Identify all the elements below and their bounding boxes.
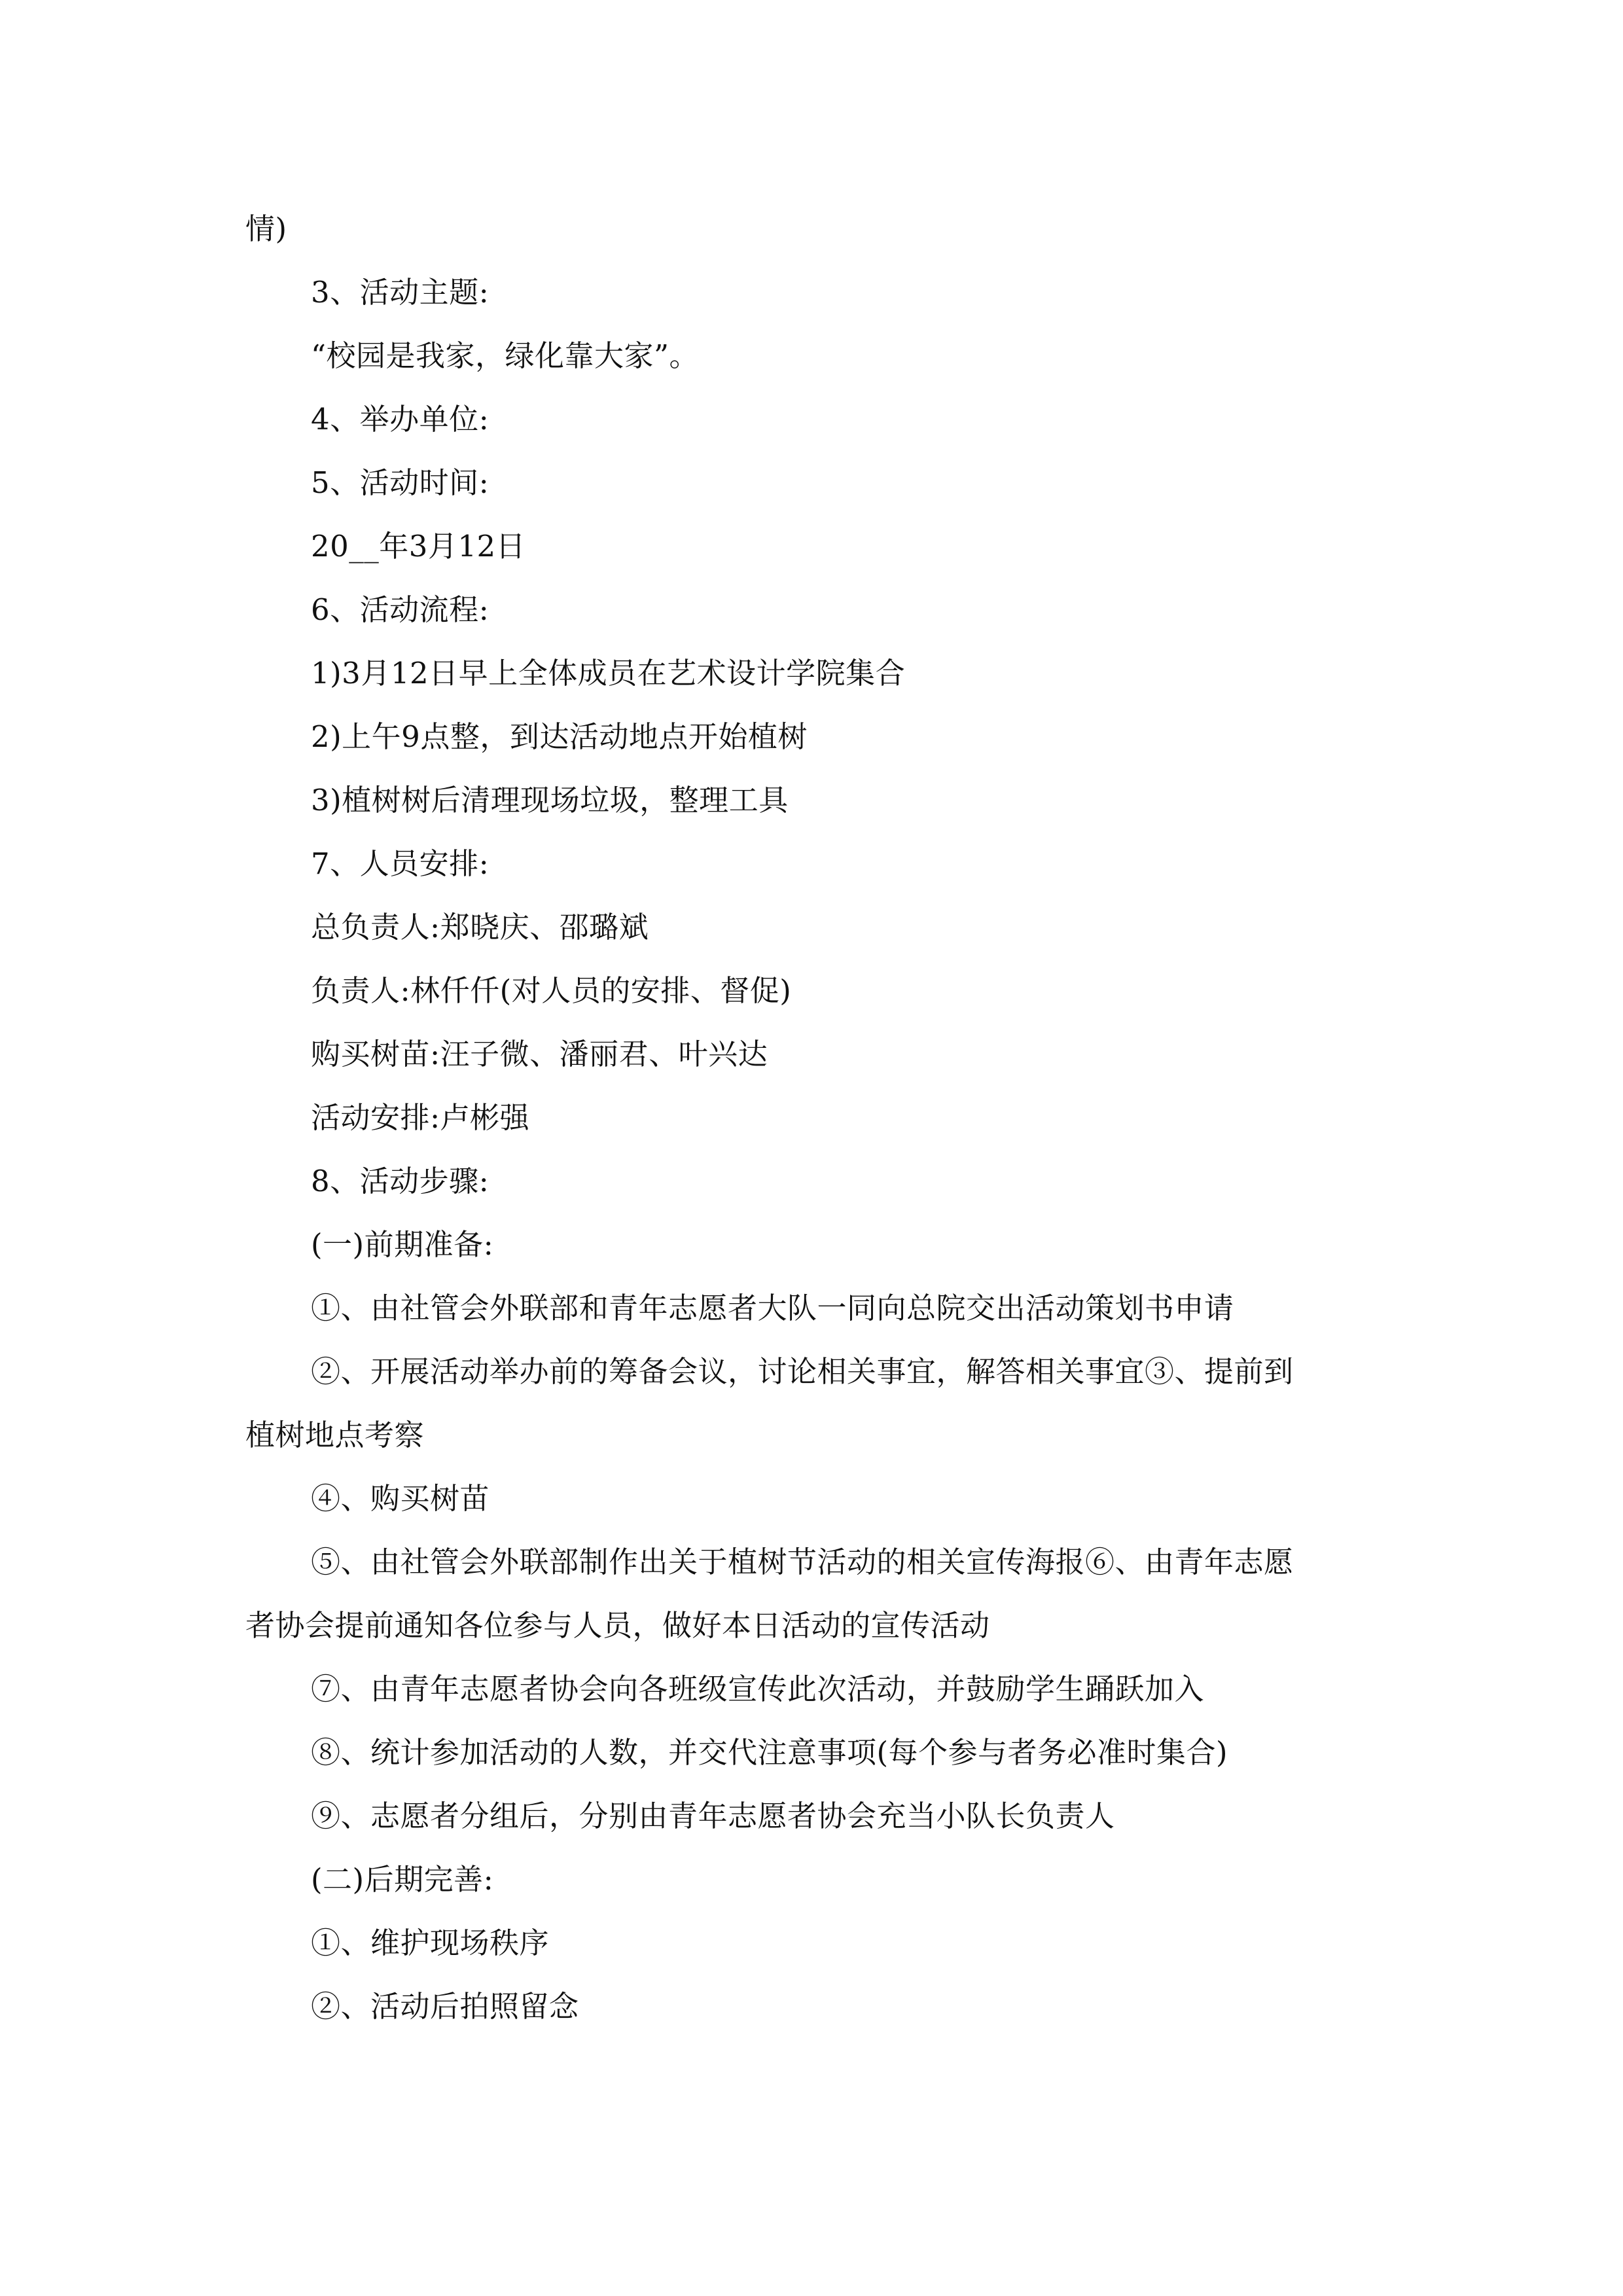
text-line: ⑨、志愿者分组后，分别由青年志愿者协会充当小队长负责人 (311, 1799, 1115, 1833)
text-line: (一)前期准备: (311, 1227, 494, 1262)
text-line: 4、举办单位: (311, 402, 490, 437)
text-line: ⑤、由社管会外联部制作出关于植树节活动的相关宣传海报⑥、由青年志愿 (311, 1545, 1294, 1579)
text-line: ②、开展活动举办前的筹备会议，讨论相关事宜，解答相关事宜③、提前到 (311, 1354, 1294, 1389)
text-line: ①、由社管会外联部和青年志愿者大队一同向总院交出活动策划书申请 (311, 1291, 1234, 1325)
text-line: 1)3月12日早上全体成员在艺术设计学院集合 (311, 656, 906, 691)
text-line: ⑦、由青年志愿者协会向各班级宣传此次活动，并鼓励学生踊跃加入 (311, 1672, 1205, 1706)
text-line: 8、活动步骤: (311, 1164, 490, 1198)
text-line: 3、活动主题: (311, 275, 490, 310)
text-line: 者协会提前通知各位参与人员，做好本日活动的宣传活动 (245, 1608, 990, 1643)
text-line: 购买树苗:汪子微、潘丽君、叶兴达 (311, 1037, 768, 1071)
text-line: ②、活动后拍照留念 (311, 1989, 579, 2024)
text-line: 2)上午9点整，到达活动地点开始植树 (311, 719, 808, 754)
text-line: 7、人员安排: (311, 846, 490, 881)
text-line: ⑧、统计参加活动的人数，并交代注意事项(每个参与者务必准时集合) (311, 1735, 1228, 1770)
text-line: 植树地点考察 (245, 1418, 425, 1452)
text-line: ①、维护现场秩序 (311, 1926, 550, 1960)
text-line: 20__年3月12日 (311, 529, 526, 564)
text-line: 3)植树树后清理现场垃圾，整理工具 (311, 783, 789, 817)
text-line: 负责人:林仟仟(对人员的安排、督促) (311, 973, 792, 1008)
text-line: 情) (245, 211, 287, 246)
text-line: 活动安排:卢彬强 (311, 1100, 530, 1135)
text-line: (二)后期完善: (311, 1862, 494, 1897)
text-line: 5、活动时间: (311, 465, 490, 500)
text-line: 6、活动流程: (311, 592, 490, 627)
text-line: 总负责人:郑晓庆、邵璐斌 (311, 910, 649, 944)
text-line: “校园是我家，绿化靠大家”。 (311, 338, 700, 373)
text-line: ④、购买树苗 (311, 1481, 490, 1516)
